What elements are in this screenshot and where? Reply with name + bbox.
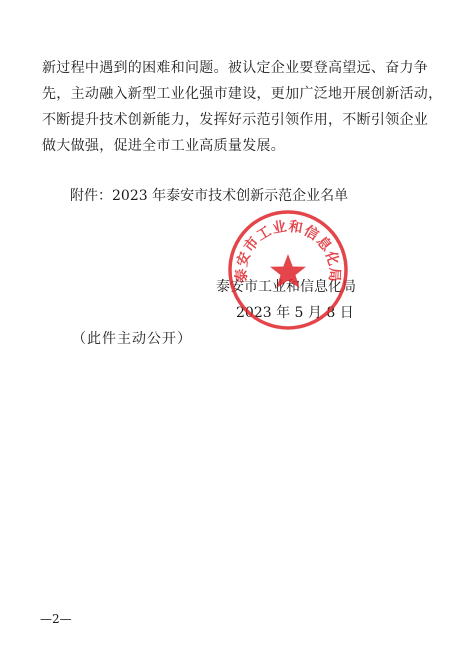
body-line-1: 新过程中遇到的困难和问题。被认定企业要登高望远、奋力争 [42,60,429,76]
issuer-name: 泰安市工业和信息化局 [216,279,356,295]
body-line-3: 不断提升技术创新能力，发挥好示范引领作用，不断引领企业 [42,112,429,128]
issue-date: 2023 年 5 月 8 日 [236,305,354,321]
body-line-4: 做大做强，促进全市工业高质量发展。 [42,138,286,154]
body-line-2: 先，主动融入新型工业化强市建设，更加广泛地开展创新活动， [42,86,443,102]
official-seal-icon [226,208,350,332]
svg-text:泰安市工业和信息化局: 泰安市工业和信息化局 [233,218,343,283]
disclosure-note: （此件主动公开） [72,331,192,347]
attachment-line: 附件：2023 年泰安市技术创新示范企业名单 [70,188,349,204]
page-number: —2— [40,612,72,626]
